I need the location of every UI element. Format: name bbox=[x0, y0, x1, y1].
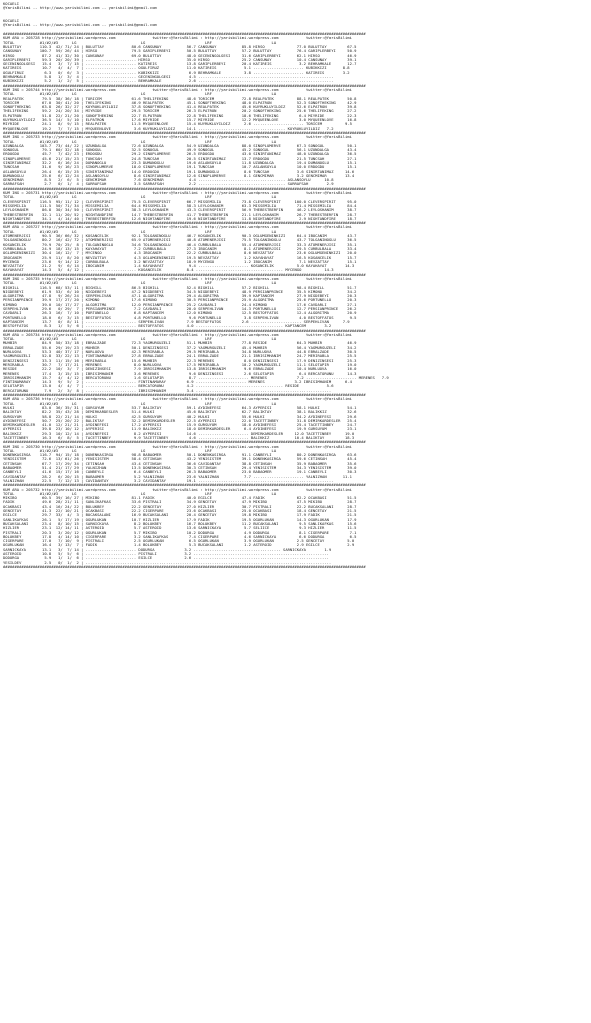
report-line: OGULFIRUZ 6.3 0/ 6/ 3 | ...................... KUBIKKIZI 6.9 BEHRAMKALE 3.8 ...................... KATIREIS 3.2 bbox=[3, 69, 350, 75]
report-line: ############################################################################################################################################################## bbox=[3, 185, 366, 191]
report-line: MISSEMILIA 111.5 50/ 71/ 34 | MISSEMILIA 64.4 MISSEMILIA 58.3 LEYLOSHANIM 63.3 MISSEMILIA 71.4 MISSEMILIA 84.4 bbox=[3, 202, 357, 208]
report-line: ############################################################################################################################################################## bbox=[3, 82, 366, 88]
report-line: PERSIANPRINCE 39.9 17/ 27/ 20 | KIMONO 17.6 KIMONO 30.5 PERSIANPRINCE 25.9 ALGORITMA 25.6 PORTUNELLO 20.3 bbox=[3, 297, 357, 303]
report-line: CURBULBALA 24.9 18/ 13/ 15 | KAYAHAYAT 7.2 CURBULBALA 27.3 IBOCANIM 8.1 ATOMENERJISI 29.5 CURBULBALA 33.4 bbox=[3, 245, 357, 251]
report-line: SONOFTHEKING 63.8 26/ 32/ 27 | KUYRUKLUYILDIZ 37.8 SONOFTHEKING 41.4 REALPATEK 45.6 KUYRUKLUYILDIZ 52.6 ELPATRON 39.8 bbox=[3, 104, 357, 110]
report-line: KOCAELI bbox=[3, 1, 20, 6]
report-line: OCAKBASI 43.4 16/ 24/ 22 | BOLUKBEY 22.2 GENCETAY 27.0 HIZLIER 30.7 PISTRALI 22.2 BUCAKSALANI 28.7 bbox=[3, 503, 357, 509]
report-line: NIGHTANDFIRE 34.1 4/ 14/ 40 | THEBESTBERFIN 12.6 NIGHTANDFIRE 19.6 NIGHTANDFIRE 11.8 NIGHTANDFIRE 2.9 NIGHTANDFIRE 18.7 bbox=[3, 215, 357, 221]
report-line: KOCAELI bbox=[3, 18, 20, 24]
report-line: CAVIDANTAY 28.2 6/ 20/ 15 | BABAOMER 5.2 YALNIZHAN 23.6 YALNIZHAN 7.7 ...................... YALNIZHAN 11.1 bbox=[3, 473, 352, 479]
report-line: BALIKKIZ 29.3 10/ 12/ 14 | AYDINEFESI 8.2 AYPERISI 14.6 ...................... DEMIRKARDESLER 12.0 TACETTINBEY 19.0 bbox=[3, 430, 355, 436]
report-line: ATOMENERJISI 90.5 36/ 66/ 32 | KOSANCELIK 92.1 TOLGANINOGLU 46.7 KOSANCELIK 90.3 OGLUMGENINKIZI 64.4 IBOCANIM 43.7 bbox=[3, 233, 357, 239]
report-line: TOTAL #1/#2/#3 LG LG LRF LA bbox=[3, 447, 277, 453]
report-line: ASTEROID 10.8 5/ 5/ 6 | ...................... PISTRALI 3.2 ........................................................... bbox=[3, 551, 329, 556]
report-line: KUM ARA = 205728 http://yarisbilimi.wordpress.com twitter:@YarisBilimi : http://yarisbilimi.wordpress.com twitter:@YarisBilimi bbox=[3, 35, 352, 41]
report-line: ############################################################################################################################################################## bbox=[3, 439, 366, 445]
report-line: KUM ARA = 205734 http://yarisbilimi.wordpress.com twitter:@YarisBilimi : http://yarisbilimi.wordpress.com twitter:@YarisBilimi bbox=[3, 331, 352, 337]
report-line: TOTAL #1/#2/#3 LG LG LRF LA bbox=[3, 400, 277, 406]
report-line: KUM ING = 205733 http://yarisbilimi.wordpress.com twitter:@YarisBilimi : http://yarisbilimi.wordpress.com twitter:@YarisBilimi bbox=[3, 134, 352, 140]
report-line: ############################################################################################################################################################## bbox=[3, 220, 366, 226]
report-line: BOLUKBEY 17.8 4/ 14/ 10 | CIGERPARE 3.2 SANLIKAFKAS 7.4 CIGERPARE 4.6 SARNICKAYA 6.6 DODURGA 6.5 bbox=[3, 533, 357, 539]
report-line: BULUTTAY 110.3 42/ 71/ 24 | BULUTTAY 80.6 CANSUNAY 56.7 CANSUNAY 85.8 HIRSO 77.0 BULUTTAY 67.5 bbox=[3, 43, 357, 49]
report-line: NEVZATTAY 21.2 9/ 6/ 14 | IBOCANIM 1.4 KAYAHAYAT 9.4 ...................... KOSANCELIK 5.0 KAYAHAYAT 14.3 bbox=[3, 263, 355, 269]
report-line: UZUNDALGA 103.7 73/ 44/ 22 | UZUNDALGA 72.6 UZUNDALGA 54.9 UZUNDALGA 88.0 SINOPLUMERVE 67.3 SONOGUL 50.1 bbox=[3, 142, 357, 148]
report-line: MUHBIR 84.9 50/ 33/ 18 | EBRALZADE 72.3 YAGMURGUZELI 51.1 MUHBIR 77.8 RESIDE 64.3 MUHBIR 46.9 bbox=[3, 340, 357, 346]
report-line: ERDOGDU 45.7 7/ 42/ 23 | ERDOGDU 29.2 SINOPLUMERVE 26.5 ERDOGDU 43.0 SINIRTANIMAZ 48.0 UZUNDALGA 36.5 bbox=[3, 151, 357, 157]
report-line: FADIK 49.6 28/ 21/ 11 | SANLIKAFKAS 33.6 PISTRALI 34.9 GENCETAY 47.9 MIKIBO 47.5 MIKIBO 28.7 bbox=[3, 499, 357, 505]
report-line: MERIRABLA 30.7 7/ 17/ 21 | MERENES 8.0 NURLUOVA 17.5 MERIRABLA 10.2 YAGMURGUZELI 11.1 SELOTAPIR 19.0 bbox=[3, 361, 357, 367]
report-line: SINIRTANIMAZ 32.2 6/ 16/ 24 | DUMANOGLU 23.3 DUMANOGLU 19.6 ASLANSOYLU 11.8 UZUNDALGA 19.4 DUMANOGLU 15.1 bbox=[3, 159, 357, 165]
report-line: TOTAL #1/#2/#3 LG LG LRF LA bbox=[3, 39, 277, 45]
report-line: ############################################################################################################################################################## bbox=[3, 271, 366, 277]
report-line: ############################################################################################################################################################## bbox=[3, 31, 366, 37]
report-line: TOTAL #1/#2/#3 LG LG LRF LA bbox=[3, 228, 277, 234]
report-line: HULKI 83.0 36/ 35/ 31 | GURSUYUM 53.7 BALIKTAY 59.1 AYDINEFESI 64.3 AYPERISI 58.1 HULKI 54.1 bbox=[3, 404, 357, 410]
report-line: BALIKTAY 82.2 35/ 43/ 28 | DEMIRKARDESLER 51.4 HULKI 45.6 BALIKTAY 62.7 BALIKTAY 38.1 BALIKKIZ 32.6 bbox=[3, 409, 357, 415]
report-line: THELIFEKING 59.2 24/ 20/ 34 | MIYRIDE 29.5 TORICEM 26.3 ELPATRON 20.2 SONOFTHEKING 25.6 THELIFEKING 27.2 bbox=[3, 108, 357, 114]
report-line: IBRISIMHANIM 15.7 4/ 4/ 12 | BERCATORUNU 1.6 SELOTAPIR 8.7 ...................... MERENES 7.2 ...................... MERENES 7.9 bbox=[3, 374, 389, 380]
report-line: KUYRUKLUYILDIZ 36.5 14/ 5/ 10 | ELPATRON 17.6 MIYRIDE 15.7 MIYRIDE 12.2 MYQUEENLOVE 3.0 MYQUEENLOVE 16.8 bbox=[3, 117, 357, 123]
report-line: OGURLUKAN 16.4 3/ 13/ 7 | FADIK 1.4 BOLUKBEY 5.3 BUCAKSALANI 1.2 ASTEROID 2.9 EGILCE 2.9 bbox=[3, 542, 355, 548]
report-line: BESTOFFATOS 8.3 1/ 5/ 6 | ...................... BESTOFFATOS 4.0 ...................................... KAPTANCEM 3.2 bbox=[3, 323, 332, 329]
report-line: DODURGA 5.9 1/ 1/ 6 | ...................... EGILCE 2.6 ........................................................... bbox=[3, 555, 329, 561]
report-line: GECENINGOLGESI 15.4 3/ 7/ 15 | ...................... KATIREIS 13.8 GARIPLERBEYI 20.4 KATIREIS 3.2 BEHRAMKALE 12.7 bbox=[3, 61, 357, 67]
report-line: HIRSO 87.2 41/ 32/ 30 | CANSUNAY 69.0 BULUTTAY 48.0 GECENINGOLGESI 31.6 GARIPLERBEYI 62.1 HIRSO 46.9 bbox=[3, 52, 357, 58]
report-line: TACETTINBEY 16.3 6/ 8/ 5 | TACETTINBEY 9.9 TACETTINBEY 4.6 ...................... BALIKKIZ 10.4 BALIKTAY 18.3 bbox=[3, 434, 355, 440]
report-line: CETINSAH 67.7 17/ 29/ 34 | CETINSAH 43.4 CETINSAH 36.6 CAVIDANTAY 38.8 CETINSAH 35.9 BABAOMER 35.6 bbox=[3, 460, 357, 466]
report-line: MIKIBO 60.5 39/ 16/ 27 | MIKIBO 81.1 FADIK 40.0 EGILCE 47.4 FADIK 62.2 OCAKBASI 51.5 bbox=[3, 495, 357, 501]
report-line: TOTAL #1/#2/#3 LG LG LRF LA bbox=[3, 280, 277, 286]
report-line: ############################################################################################################################################################## bbox=[3, 563, 366, 569]
report-line: @YarisBilimi -- http://www.yarisbilimi.com -- yarisbilimi@gmail.com bbox=[3, 5, 157, 11]
report-line: ALGORITMA 47.8 9/ 26/ 24 | SERPEHLIVAN 47.1 ALGORITMA 29.4 ALGORITMA 39.9 KAPTANCEM 27.9 NIGDEBEYI 20.3 bbox=[3, 293, 357, 299]
report-line: TOTAL #1/#2/#3 LG LG LRF LA bbox=[3, 91, 277, 97]
report-line: CLEVERSPIRIT 116.5 95/ 11/ 12 | CLEVERSPIRIT 75.5 CLEVERSPIRIT 66.7 MISSEMILIA 73.8 CLEVERSPIRIT 100.0 CLEVERSPIRIT 95.0 bbox=[3, 198, 357, 204]
report-line: GENCETAY 41.3 22/ 10/ 21 | OCAKBASI 22.2 CIGERPARE 23.6 OCAKBASI 25.0 OCAKBASI 18.4 GENCETAY 21.5 bbox=[3, 508, 357, 514]
report-line: KOSANCELIK 79.9 70/ 25/ 8 | TOLGANINOGLU 34.6 TOLGANINOGLU 46.4 CURBULBALA 55.4 ATOMENERJISI 33.3 ATOMENERJISI 35.1 bbox=[3, 241, 357, 247]
report-line: YESILDEV 2.5 0/ 1/ 2 | ........................................................................................................... bbox=[3, 559, 332, 565]
report-line: KAYAHAYAT 14.3 5/ 4/ 12 | ...................... KOSANCELIK 8.4 ...................................... MYCENGO 14.3 bbox=[3, 267, 334, 273]
report-line: SELOTAPIR 13.0 4/ 4/ 7 | ...................... BERCATORUNU 4.2 ...................................... RESIDE 5.6 bbox=[3, 383, 334, 389]
report-line: TOTAL #1/#2/#3 LG LG LRF LA bbox=[3, 490, 277, 496]
report-line: TOLGANINOGLU 80.2 16/ 42/ 72 | ATOMENERJISI 65.9 ATOMENERJISI 40.8 ATOMENERJISI 75.5 TOLGANINOGLU 43.7 TOLGANINOGLU 36.5 bbox=[3, 237, 357, 243]
report-line: DONENKASIRGA 116.7 94/ 15/ 18 | DONENKASIRGA 98.8 BABAOMER 50.1 DONENKASIRGA 91.1 CANBEYLI 80.2 DONENKASIRGA 63.6 bbox=[3, 452, 357, 458]
report-line: @YarisBilimi -- http://www.yarisbilimi.com -- yarisbilimi@gmail.com bbox=[3, 22, 157, 28]
report-line: BABAOMER 51.4 21/ 17/ 29 | YALNIZHAN 13.5 DONENKASIRGA 30.3 CETINSAH 29.4 YENISISTEM 34.3 YENISISTEM 39.0 bbox=[3, 465, 357, 471]
report-line: ############################################################################################################################################################## bbox=[3, 327, 366, 333]
report-line: AYDINEFESI 50.7 25/ 20/ 22 | BALIKTAY 32.2 DEMIRKARDESLER 22.5 AYPERISI 22.0 TACETTINBEY 31.8 DEMIRKARDESLER 25.4 bbox=[3, 417, 357, 423]
report-line: FINTINAMARAY 14.3 9/ 5/ 2 | ...................... FINTINAMARAY 6.9 ...................... MERENES 3.2 IBRISIMHANIM 6.4 bbox=[3, 379, 352, 385]
report-line: MIYRIDE 24.1 8/ 9/ 15 | REALPATEK 11.5 MYQUEENLOVE 15.4 KUYRUKLUYILDIZ 2.6 ...................... TORICEM 9.5 bbox=[3, 121, 352, 127]
report-line: GARIPLERBEYI 59.3 20/ 20/ 39 | ...................... HIRSO 35.0 HIRSO 25.2 CANSUNAY 10.4 CANSUNAY 39.1 bbox=[3, 56, 357, 62]
report-line: HIZLIER 23.1 12/ 14/ 11 | ASTEROID 5.7 ASTEROID 13.6 SARNICKAYA 5.7 SELIICE 9.3 HIZLIER 11.5 bbox=[3, 525, 357, 531]
report-line: SARRAFSAH 2.7 0/ 1/ 4 | SARRAFSAH 3.5 SARRAFSAH 2.2 ...................................... SARRAFSAH 2.9 bbox=[3, 181, 334, 187]
report-line: ############################################################################################################################################################## bbox=[3, 129, 366, 135]
report-line: BERCATORUNU 7.9 2/ 3/ 8 | ...................... IBRISIMHANIM 3.4 ........................................................... bbox=[3, 387, 332, 393]
report-line: SINOPLUMERVE 45.6 21/ 15/ 23 | TUNCSAH 24.8 TUNCSAH 20.5 SINIRTANIMAZ 13.7 ERDOGDU 21.5 TUNCSAH 27.1 bbox=[3, 155, 357, 161]
report-line: DEMIRKARDESLER 41.0 12/ 21/ 21 | AYDINEFESI 17.2 AYPERISI 15.9 GURSUYUM 18.0 AYDINEFESI 25.4 TACETTINBEY 24.7 bbox=[3, 422, 357, 428]
report-line: CANBEYLI 41.6 15/ 17/ 16 | CANBEYLI 6.4 CANBEYLI 26.3 BABAOMER 23.0 BABAOMER 19.1 CANBEYLI 30.3 bbox=[3, 469, 357, 475]
report-line: REALPATEK 79.5 38/ 36/ 18 | TORICEM 61.6 THELIFEKING 48.6 TORICEM 72.8 REALPATEK 88.1 REALPATEK 50.8 bbox=[3, 95, 357, 101]
report-line: BIGHILL 116.5 68/ 53/ 11 | BIGHILL 86.5 BIGHILL 52.4 BIGHILL 57.2 BIGHILL 98.4 BIGHILL 51.7 bbox=[3, 284, 357, 290]
report-line: TOTAL #1/#2/#3 LG LG LRF LA bbox=[3, 336, 277, 342]
report-line: ELPATRON 51.8 22/ 21/ 20 | SONOFTHEKING 22.7 ELPATRON 22.8 THELIFEKING 18.6 THELIFEKING 6.4 MIYRIDE 22.3 bbox=[3, 112, 357, 118]
report-line: CIGERPARE 17.0 7/ 10/ 9 | PISTRALI 2.5 OGURLUKAN 6.5 OGURLUKAN 3.9 OGURLUKAN 2.5 GENCETAY 5.0 bbox=[3, 538, 355, 544]
report-line: MYQUEENLOVE 19.2 7/ 7/ 15 | MYQUEENLOVE 3.6 KUYRUKLUYILDIZ 14.1 ...................................... KUYRUKLUYILDIZ 7.2 bbox=[3, 125, 334, 131]
report-line: KUM ING = 205744 http://yarisbilimi.wordpress.com twitter:@YarisBilimi : http://yarisbilimi.wordpress.com twitter:@YarisBilimi bbox=[3, 86, 352, 92]
report-line: OGLUMGENINKIZI 30.4 16/ 12/ 7 | MYCENGO 4.3 IBOCANIM 22.2 CURBULBALA 8.6 NEVZATTAY 23.6 OGLUMGENINKIZI 20.0 bbox=[3, 250, 357, 256]
report-line: TOTAL #1/#2/#3 LG LG LRF LA bbox=[3, 194, 277, 200]
report-line: THEBESTBERFIN 32.1 11/ 20/ 52 | NIGHTANDFIRE 14.7 THEBESTBERFIN 41.7 THEBESTBERFIN 21.1 LEYLOSHANIM 26.7 THEBESTBERFIN 28.7 bbox=[3, 211, 357, 217]
report-line: KUM ING = 205730 http://yarisbilimi.wordpress.com twitter:@YarisBilimi : http://yarisbilimi.wordpress.com twitter:@YarisBilimi bbox=[3, 443, 352, 449]
report-line: LEYLOSHANIM 86.8 30/ 34/ 50 | CLEVERSPIRIT 38.3 LEYLOSHANIM 43.3 CLEVERSPIRIT 56.9 THEBESTBERFIN 46.2 LEYLOSHANIM 38.7 bbox=[3, 207, 357, 213]
report-line: IBOCANIM 25.9 11/ 8/ 20 | NEVZATTAY 4.3 OGLUMGENINKIZI 19.5 NEVZATTAY 1.2 KAYAHAYAT 16.5 KOSANCELIK 15.7 bbox=[3, 254, 357, 260]
report-line: YALNIZHAN 22.5 7/ 12/ 13 | CAVIDANTAY 3.2 CAVIDANTAY 19.1 ........................................................... bbox=[3, 477, 334, 483]
report-line: ############################################################################################################################################################## bbox=[3, 392, 366, 398]
report-line: MYCENGO 23.6 9/ 14/ 12 | CURBULBALA 3.2 NEVZATTAY 18.9 MYCENGO 1.2 IBOCANIM 7.1 NEVZATTAY 15.1 bbox=[3, 258, 357, 264]
report-line: DUMANOGLU 25.6 6/ 12/ 24 | ASLANSOYLU 8.6 SINIRTANIMAZ 12.6 SINOPLUMERVE 8.1 GENCMIMAR 3.2 GENCMIMAR 13.4 bbox=[3, 172, 355, 178]
report-line: SONOGUL 79.1 60/ 32/ 18 | SONOGUL 32.5 SONOGUL 49.9 SONOGUL 45.2 SONOGUL 56.1 UZUNDALGA 43.4 bbox=[3, 147, 357, 153]
report-line: TOTAL #1/#2/#3 LG LG LRF LA bbox=[3, 138, 277, 144]
report-line: YENISISTEM 72.6 13/ 61/ 26 | YENISISTEM 58.4 CETINSAH 43.2 YENISISTEM 39.1 DONENKASIRGA 59.6 CETINSAH 45.4 bbox=[3, 456, 357, 462]
report-line: PORTUNELLO 18.0 6/ 3/ 15 | BESTOFFATOS 4.8 PORTUNELLO 9.6 PORTUNELLO 3.8 SERPEHLIVAN 4.0 BESTOFFATOS 9.5 bbox=[3, 314, 357, 320]
report-line: TORICEM 67.0 30/ 41/ 20 | THELIFEKING 46.9 REALPATEK 45.1 SONOFTHEKING 48.0 ELPATRON 52.3 SONOFTHEKING 42.9 bbox=[3, 99, 357, 105]
report-line: KUM ING = 205731 http://yarisbilimi.wordpress.com twitter:@YarisBilimi : http://yarisbilimi.wordpress.com twitter:@YarisBilimi bbox=[3, 190, 352, 196]
report-line: GENCMIMAR 8.5 2/ 6/ 5 | GENCMIMAR 7.6 GENCMIMAR 4.4 ...................................... ASLANSOYLU 10.8 bbox=[3, 177, 334, 183]
report-line: KUM ARA = 205727 http://yarisbilimi.wordpress.com twitter:@YarisBilimi : http://yarisbilimi.wordpress.com twitter:@YarisBilimi bbox=[3, 224, 352, 230]
report-line: BEHRAMKALE 5.8 1/ 3/ 4 | ...................... GECENINGOLGESI 4.5 ........................................................... bbox=[3, 74, 334, 80]
report-line: SERPEHLIVAN 29.6 0/ 29/ 7 | PERSIANPRINCE 7.2 CAVDARLI 20.0 SERPEHLIVAN 14.3 PORTUNELLO 12.7 PERSIANPRINCE 26.2 bbox=[3, 306, 357, 312]
report-line: KIMONO 39.0 10/ 17/ 27 | ALGORITMA 12.0 PERSIANPRINCE 25.2 CAVDARLI 24.4 KIMONO 17.6 CAVDARLI 27.1 bbox=[3, 301, 357, 307]
report-line: NIGDEBEYI 61.9 53/ 6/ 10 | NIGDEBEYI 47.2 NIGDEBEYI 34.5 NIGDEBEYI 48.9 PERSIANPRINCE 35.5 KIMONO 34.2 bbox=[3, 288, 357, 294]
report-line: KATIREIS 10.7 4/ 4/ 7 | ...................... OGULFIRUZ 11.0 KATIREIS 5.1 ...................... KUBIKKIZI 8.8 bbox=[3, 65, 350, 71]
report-line: CAVDARLI 26.3 16/ 7/ 10 | PORTUNELLO 6.8 KAPTANCEM 12.0 KIMONO 12.5 BESTOFFATOS 12.4 ALGORITMA 20.9 bbox=[3, 310, 357, 316]
report-line: KAPTANCEM 13.7 0/ 8/ 11 | ...................... SERPEHLIVAN 7.9 BESTOFFATOS 2.6 ...................... SERPEHLIVAN 7.9 bbox=[3, 318, 350, 324]
report-line: CANSUNAY 100.7 59/ 26/ 44 | HIRSO 79.5 GARIPLERBEYI 50.5 BULUTTAY 57.2 BULUTTAY 76.4 GARIPLERBEYI 50.9 bbox=[3, 48, 357, 54]
report-line: EBRALZADE 55.6 29/ 19/ 23 | MUHBIR 50.1 DENIZINSESI 37.2 YAGMURGUZELI 45.4 MUHBIR 56.4 YAGMURGUZELI 34.2 bbox=[3, 344, 357, 350]
report-line: BUCAKSALANI 23.4 8/ 10/ 15 | SARNICKAYA 8.2 BOLUKBEY 16.7 BOLUKBEY 11.2 BUCAKSALANI 9.5 SANLIKAFKAS 15.6 bbox=[3, 520, 357, 526]
report-line: MERENES 17.4 3/ 15/ 15 | IBRISIMHANIM 3.6 MERENES 9.6 DENIZINSESI 2.6 SELOTAPIR 6.4 BERCATORUNU 14.3 bbox=[3, 370, 357, 376]
report-line: KUBIKKIZI 5.2 1/ 2/ 5 | ...................... BEHRAMKALE 2.6 ........................................................... bbox=[3, 78, 334, 84]
report-line: ASLANSOYLU 26.4 6/ 15/ 25 | SINIRTANIMAZ 14.0 ERDOGDU 19.1 DUMANOGLU 8.6 TUNCSAH 3.6 SINIRTANIMAZ 14.6 bbox=[3, 168, 355, 174]
report-line: KUM ARA = 205732 http://yarisbilimi.wordpress.com twitter:@YarisBilimi : http://yarisbilimi.wordpress.com twitter:@YarisBilimi bbox=[3, 486, 352, 492]
report-line: SANLIKAFKAS 26.1 5/ 17/ 19 | OGURLUKAN 10.7 HIZLIER 17.9 FADIK 19.5 OGURLUKAN 14.3 OGURLUKAN 17.9 bbox=[3, 516, 357, 522]
report-line: ############################################################################################################################################################## bbox=[3, 482, 366, 488]
report-line: TUNCSAH 31.6 9/ 16/ 23 | SINOPLUMERVE 18.0 SINOPLUMERVE 19.1 TUNCSAH 10.7 ASLANSOYLU 10.0 ERDOGDU 15.1 bbox=[3, 164, 357, 170]
report-line: SARNICKAYA 13.1 3/ 7/ 14 | ...................... DODURGA 3.2 ...................................... SARNICKAYA 1.9 bbox=[3, 546, 332, 552]
report-line: RESIDE 22.2 10/ 3/ 7 | DENIZINSESI 7.9 IBRISIMHANIM 13.8 IBRISIMHANIM 9.6 EBRALZADE 10.4 NURLUOVA 16.0 bbox=[3, 366, 357, 372]
report-line: KUM ARA = 205736 http://yarisbilimi.wordpress.com twitter:@YarisBilimi : http://yarisbilimi.wordpress.com twitter:@YarisBilimi bbox=[3, 396, 352, 402]
report-line: GURSUYUM 58.8 22/ 21/ 14 | HULKI 42.5 GURSUYUM 40.2 HULKI 55.6 HULKI 34.2 AYDINEFESI 29.6 bbox=[3, 413, 357, 419]
report-line: YAGMURGUZELI 52.8 33/ 22/ 13 | FINTINAMARAY 27.8 EBRALZADE 24.1 EBRALZADE 21.1 IBRISIMHANIM 24.7 MERIRABLA 25.5 bbox=[3, 353, 357, 359]
report-line: NURLUOVA 53.3 40/ 37/ 17 | NURLUOVA 42.3 MERIRABLA 29.5 MERIRABLA 34.8 NURLUOVA 44.8 EBRALZADE 30.5 bbox=[3, 349, 357, 355]
report-line: EGILCE 29.7 33/ 4/ 3 | BUCAKSALANI 16.9 BUCAKSALANI 20.4 GENCETAY 19.8 MIKIBO 17.9 FADIK 21.5 bbox=[3, 512, 357, 518]
report-line: AYPERISI 39.8 23/ 10/ 12 | AYPERISI 11.9 BALIKKIZ 18.0 DEMIRKARDESLER 6.4 AYDINEFESI 19.9 GURSUYUM 23.1 bbox=[3, 426, 357, 432]
report-line: KUM ING = 205735 http://yarisbilimi.wordpress.com twitter:@YarisBilimi : http://yarisbilimi.wordpress.com twitter:@YarisBilimi bbox=[3, 276, 352, 281]
report-line: DENIZINSESI 33.3 11/ 15/ 16 | MERIRABLA 15.6 MUHBIR 22.3 MERENES 8.0 DENIZINSESI 17.9 DENIZINSESI 25.3 bbox=[3, 357, 357, 363]
report-line: PISTRALI 20.3 3/ 20/ 12 | OGURLUKAN 5.7 MIKIBO 10.2 DODURGA 4.9 DODURGA 8.1 CIGERPARE 7.1 bbox=[3, 529, 357, 535]
